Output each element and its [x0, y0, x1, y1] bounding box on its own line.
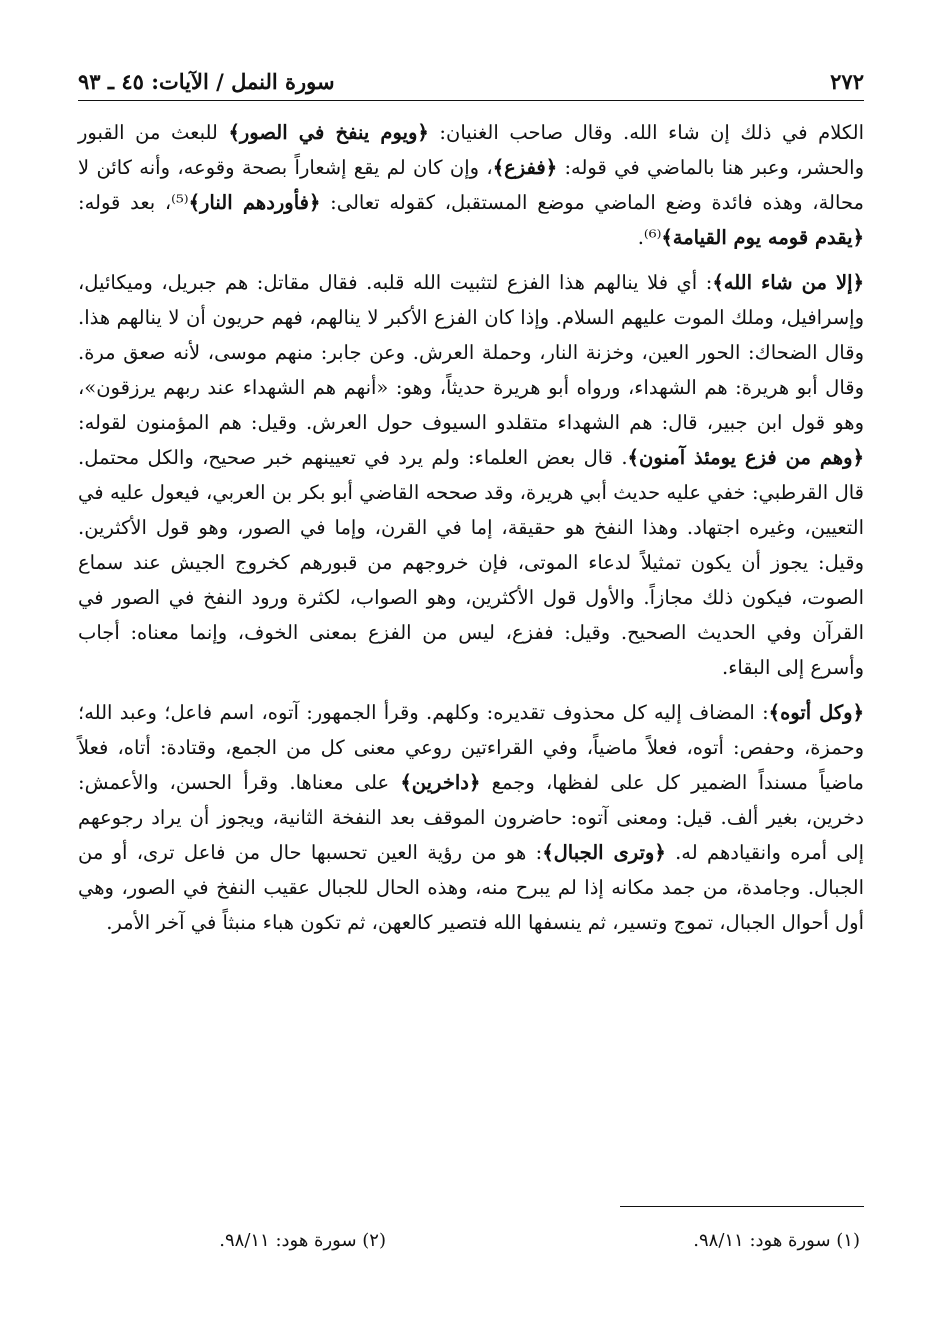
quran-quote: ﴿ففزع﴾	[492, 156, 558, 179]
footnote-1: (١) سورة هود: ٩٨/١١.	[693, 1230, 860, 1251]
footnotes	[78, 1226, 864, 1260]
text-run: . قال بعض العلماء: ولم يرد في تعيينهم خبر صحيح، والكل محتمل. قال القرطبي: خفي عليه حديث أبي هريرة، وقد صححه القاضي أبو بكر بن العربي، فيعول عليه في التعيين، وغيره اجتهاد. وهذا النفخ هو حقيقة، إما في القرن، وإما في الصور، وهو قول الأكثرين. وقيل: يجوز أن يكون تمثيلاً لدعاء الموتى، فإن خروجهم من قبورهم كخروج الجيش عند سماع الصوت، فيكون ذلك مجازاً. والأول قول الأكثرين، وهو الصواب، لكثرة ورود النفخ في الصور في القرآن وفي الحديث الصحيح. وقيل: ففزع، ليس من الفزع بمعنى الخوف، وإنما معناه: أجاب وأسرع إلى البقاء.	[78, 446, 864, 679]
quran-quote: ﴿وترى الجبال﴾	[542, 841, 666, 864]
quran-quote: ﴿وكل أتوه﴾	[768, 701, 864, 724]
page-number: ٢٧٢	[830, 69, 864, 94]
page-header	[78, 66, 864, 101]
text-run: : هو من رؤية العين تحسبها حال من فاعل ترى، أو من الجبال. وجامدة، من جمد مكانه إذا لم يبرح منه، وهذه الحال للجبال عقيب النفخ في الصور، وهي أول أحوال الجبال، تموج وتسير، ثم ينسفها الله فتصير كالعهن، ثم تكون هباء منبثاً في آخر الأمر.	[78, 841, 864, 934]
text-run: : أي فلا ينالهم هذا الفزع لتثبيت الله قلبه. فقال مقاتل: هم جبريل، وميكائيل، وإسرافيل، وملك الموت عليهم السلام. وإذا كان الفزع الأكبر لا ينالهم، فهم حريون أن لا ينالهم هذا. وقال الضحاك: الحور العين، وخزنة النار، وحملة العرش. وعن جابر: منهم موسى، لأنه صعق مرة. وقال أبو هريرة: هم الشهداء، ورواه أبو هريرة حديثاً، وهو: «أنهم هم الشهداء عند ربهم يرزقون»، وهو قول ابن جبير، قال: هم الشهداء متقلدو السيوف حول العرش. وقيل: هم المؤمنون لقوله:	[78, 271, 864, 434]
running-title: سورة النمل / الآيات: ٤٥ ـ ٩٣	[78, 69, 335, 94]
footnote-2: (٢) سورة هود: ٩٨/١١.	[219, 1230, 386, 1251]
paragraph-1	[78, 115, 864, 255]
paragraph-2	[78, 265, 864, 685]
text-run: ⁽⁵⁾، بعد قوله:	[78, 191, 189, 214]
text-run: على معناها. وقرأ الحسن، والأعمش: دخرين، بغير ألف. قيل: ومعنى آتوه: حاضرون الموقف بعد النفخة الثانية، ويجوز أن يراد رجوعهم إلى أمره وانقيادهم له.	[78, 771, 864, 864]
text-run: ، وإن كان لم يقع إشعاراً بصحة وقوعه، وأنه كائن لا محالة، وهذه فائدة وضع الماضي موضع المستقبل، كقوله تعالى:	[78, 156, 864, 214]
text-run: : المضاف إليه كل محذوف تقديره: وكلهم. وقرأ الجمهور: آتوه، اسم فاعل؛ وعبد الله؛ وحمزة، وحفص: أتوه، فعلاً ماضياً، وفي القراءتين روعي معنى كل من الجمع، وقتادة: أتاه، فعلاً ماضياً مسنداً الضمير كل على لفظها، وجمع	[78, 701, 864, 794]
quran-quote: ﴿ويوم ينفخ في الصور﴾	[228, 121, 429, 144]
text-run: للبعث من القبور والحشر، وعبر هنا بالماضي في قوله:	[78, 121, 864, 179]
quran-quote: ﴿داخرين﴾	[400, 771, 481, 794]
quran-quote: ﴿فأوردهم النار﴾	[188, 191, 321, 214]
paragraph-3	[78, 695, 864, 940]
quran-quote: ﴿وهم من فزع يومئذ آمنون﴾	[627, 446, 864, 469]
body-text	[78, 115, 864, 940]
text-run: ⁽⁶⁾.	[637, 226, 662, 249]
quran-quote: ﴿إلا من شاء الله﴾	[712, 271, 864, 294]
text-run: الكلام في ذلك إن شاء الله. وقال صاحب الغنيان:	[428, 121, 865, 144]
footnote-divider	[620, 1206, 864, 1207]
quran-quote: ﴿يقدم قومه يوم القيامة﴾	[661, 226, 864, 249]
